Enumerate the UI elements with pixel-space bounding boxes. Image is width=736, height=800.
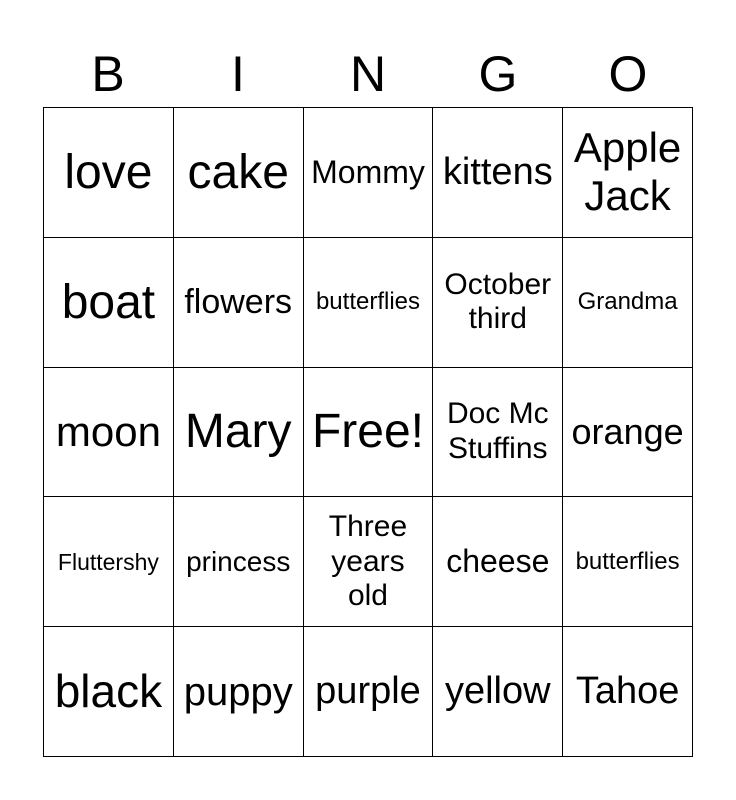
- cell-text: Tahoe: [575, 669, 680, 712]
- bingo-cell[interactable]: [174, 238, 304, 368]
- cell-text: Mommy: [311, 154, 425, 190]
- bingo-cell[interactable]: [44, 497, 174, 627]
- bingo-board: [43, 107, 693, 757]
- cell-text: puppy: [183, 669, 293, 714]
- cell-text: Fluttershy: [57, 548, 159, 575]
- header-letter-b: B: [91, 46, 125, 102]
- bingo-cell[interactable]: [563, 627, 693, 757]
- bingo-cell[interactable]: [433, 368, 563, 498]
- cell-text: butterflies: [315, 288, 421, 316]
- cell-text: moon: [55, 407, 161, 455]
- bingo-cell[interactable]: [563, 368, 693, 498]
- cell-text: Free!: [311, 405, 424, 459]
- cell-text: Doc Mc Stuffins: [446, 397, 549, 465]
- cell-text: boat: [61, 275, 156, 329]
- cell-text: cake: [187, 145, 289, 199]
- cell-text: butterflies: [575, 547, 680, 575]
- bingo-cell[interactable]: [563, 497, 693, 627]
- cell-text: orange: [571, 411, 684, 453]
- bingo-cell[interactable]: [433, 108, 563, 238]
- cell-text: purple: [315, 669, 421, 712]
- cell-text: black: [54, 665, 163, 718]
- bingo-cell[interactable]: [563, 108, 693, 238]
- bingo-cell[interactable]: [433, 627, 563, 757]
- header-letter-n: N: [349, 46, 387, 102]
- bingo-cell[interactable]: [174, 497, 304, 627]
- cell-text: October third: [444, 267, 552, 336]
- cell-text: Mary: [184, 405, 292, 459]
- cell-text: cheese: [446, 543, 550, 580]
- bingo-cell[interactable]: [433, 497, 563, 627]
- header-letter-g: G: [478, 46, 518, 102]
- free-space-cell[interactable]: [304, 368, 434, 498]
- bingo-cell[interactable]: [44, 368, 174, 498]
- bingo-cell[interactable]: [174, 108, 304, 238]
- bingo-cell[interactable]: [44, 108, 174, 238]
- cell-text: kittens: [442, 150, 553, 193]
- header-letter-i: I: [231, 46, 245, 102]
- bingo-header: [43, 40, 693, 108]
- cell-text: Apple Jack: [573, 124, 682, 220]
- bingo-cell[interactable]: [44, 627, 174, 757]
- bingo-cell[interactable]: [174, 627, 304, 757]
- bingo-cell[interactable]: [433, 238, 563, 368]
- bingo-cell[interactable]: [304, 108, 434, 238]
- cell-text: Three years old: [328, 510, 408, 613]
- cell-text: yellow: [444, 669, 551, 712]
- cell-text: flowers: [184, 282, 293, 321]
- bingo-cell[interactable]: [174, 368, 304, 498]
- bingo-cell[interactable]: [304, 497, 434, 627]
- cell-text: princess: [186, 545, 291, 577]
- cell-text: Grandma: [577, 288, 678, 316]
- header-letter-o: O: [608, 46, 648, 102]
- bingo-cell[interactable]: [304, 238, 434, 368]
- bingo-cell[interactable]: [44, 238, 174, 368]
- bingo-cell[interactable]: [304, 627, 434, 757]
- cell-text: love: [64, 145, 153, 199]
- bingo-cell[interactable]: [563, 238, 693, 368]
